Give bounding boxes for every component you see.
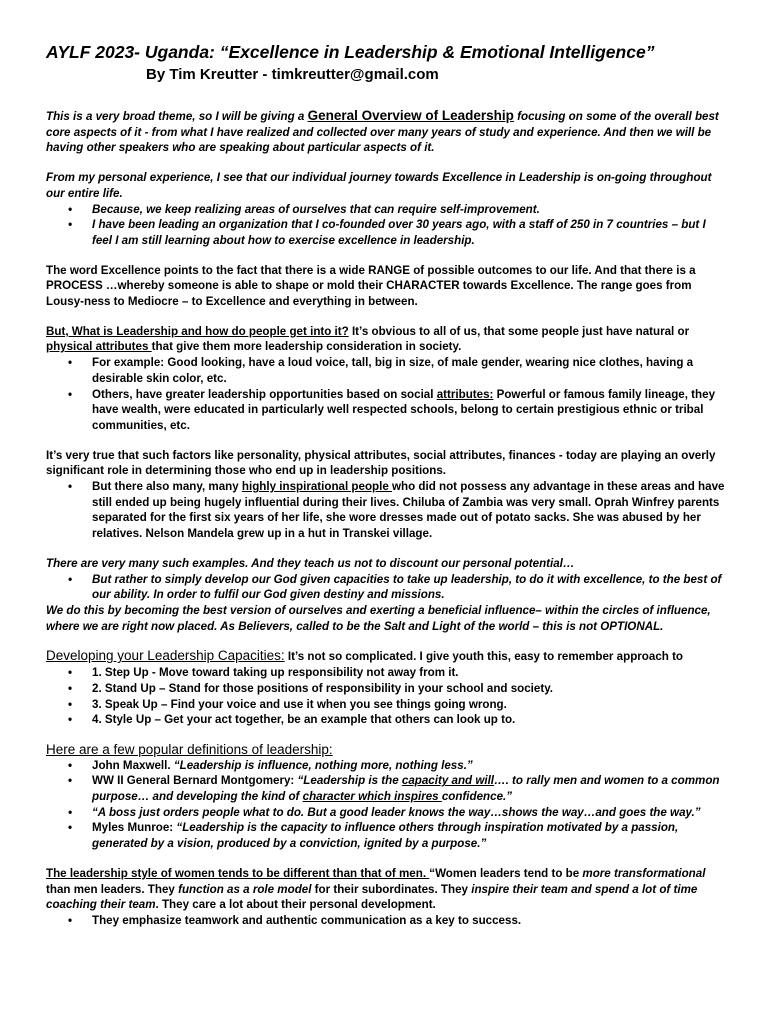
definitions-heading: Here are a few popular definitions of leadership: — [46, 741, 333, 757]
women-leadership-heading: The leadership style of women tends to be different than that of men. — [46, 866, 430, 880]
list-item: • Myles Munroe: “Leadership is the capacity to influence others through inspiration motivated by a passion, generated by a vision, produced by a conviction, ignited by a purpose.” — [92, 820, 726, 851]
list-item: • They emphasize teamwork and authentic communication as a key to success. — [92, 913, 726, 929]
list-item: • 3. Speak Up – Find your voice and use it when you see things going wrong. — [92, 697, 726, 713]
definitions-list — [46, 758, 726, 852]
list-item: • For example: Good looking, have a loud voice, tall, big in size, of male gender, wearing nice clothes, having a desirable skin color, etc. — [92, 355, 726, 386]
list-item: • 4. Style Up – Get your act together, be an example that others can look up to. — [92, 712, 726, 728]
journey-paragraph: From my personal experience, I see that our individual journey towards Excellence in Leadership is on-going throughout our entire life. — [46, 171, 712, 200]
excellence-paragraph: The word Excellence points to the fact that there is a wide RANGE of possible outcomes to our life. And that there is a PROCESS …whereby someone is able to shape or mold their CHARACTER towards Excellence. The range goes from Lousy-ness to Mediocre – to Excellence and everything in between. — [46, 263, 696, 309]
developing-paragraph: Developing your Leadership Capacities: It’s not so complicated. I give youth this, easy to remember approach to — [46, 648, 684, 664]
list-item: • Because, we keep realizing areas of ourselves that can require self-improvement. — [92, 202, 726, 218]
developing-steps — [46, 665, 726, 728]
examples-bullets — [46, 572, 726, 603]
what-is-leadership-paragraph: But, What is Leadership and how do people get into it? It’s obvious to all of us, that some people just have natural or physical attributes that give them more leadership consideration in society. — [46, 324, 690, 354]
inspirational-bullets — [46, 479, 726, 542]
list-item: • “A boss just orders people what to do. But a good leader knows the way…shows the way…and goes the way.” — [92, 805, 726, 821]
attribute-bullets — [46, 355, 726, 434]
list-item: • But there also many, many highly inspirational people who did not possess any advantage in these areas and have still ended up being hugely influential during their lives. Chiluba of Zambia was very small. Oprah Winfrey parents separated for the first six years of her life, she wore dresses made out of potato sacks. She was abused by her relatives. Nelson Mandela grew up in a hut in Transkei village. — [92, 479, 726, 542]
list-item: • WW II General Bernard Montgomery: “Leadership is the capacity and will…. to rally men and women to a common purpose… and developing the kind of character which inspires confidence.” — [92, 773, 726, 804]
best-version-paragraph: We do this by becoming the best version of ourselves and exerting a beneficial influence– within the circles of influence, where we are right now placed. As Believers, called to be the Salt and Light of the world – this is not OPTIONAL. — [46, 603, 711, 633]
intro-paragraph: This is a very broad theme, so I will be giving a General Overview of Leadership focusing on some of the overall best core aspects of it - from what I have realized and collected over many years of study and experience. And then we will be having other speakers who are speaking about particular aspects of it. — [46, 108, 719, 155]
list-item: • Others, have greater leadership opportunities based on social attributes: Powerful or famous family lineage, they have wealth, were educated in particularly well respected schools, belong to certain prestigious ethnic or tribal communities, etc. — [92, 387, 726, 434]
journey-bullets — [46, 202, 726, 249]
list-item: • But rather to simply develop our God given capacities to take up leadership, to do it with excellence, to the best of our ability. In order to fulfil our God given destiny and missions. — [92, 572, 726, 603]
developing-heading: Developing your Leadership Capacities: — [46, 648, 285, 664]
general-overview-underlined: General Overview of Leadership — [307, 108, 514, 123]
what-is-leadership-question: But, What is Leadership and how do people get into it? — [46, 324, 349, 338]
author-byline: By Tim Kreutter - timkreutter@gmail.com — [146, 66, 439, 83]
list-item: • I have been leading an organization that I co-founded over 30 years ago, with a staff of 250 in 7 countries – but I feel I am still learning about how to exercise excellence in leadership. — [92, 217, 726, 248]
women-leadership-paragraph: The leadership style of women tends to be different than that of men. “Women leaders tend to be more transformational than men leaders. They function as a role model for their subordinates. They inspire their team and spend a lot of time coaching their team. They care a lot about their personal development. — [46, 866, 706, 912]
document-title: AYLF 2023- Uganda: “Excellence in Leadership & Emotional Intelligence” — [46, 42, 655, 62]
factors-paragraph: It’s very true that such factors like personality, physical attributes, social attributes, finances - today are playing an overly significant role in determining those who end up in leadership positions. — [46, 448, 716, 478]
list-item: • John Maxwell. “Leadership is influence, nothing more, nothing less.” — [92, 758, 726, 774]
list-item: • 1. Step Up - Move toward taking up responsibility not away from it. — [92, 665, 726, 681]
list-item: • 2. Stand Up – Stand for those positions of responsibility in your school and society. — [92, 681, 726, 697]
women-bullets — [46, 913, 726, 929]
document-page — [46, 40, 726, 929]
examples-line: There are very many such examples. And they teach us not to discount our personal potential… — [46, 556, 575, 570]
